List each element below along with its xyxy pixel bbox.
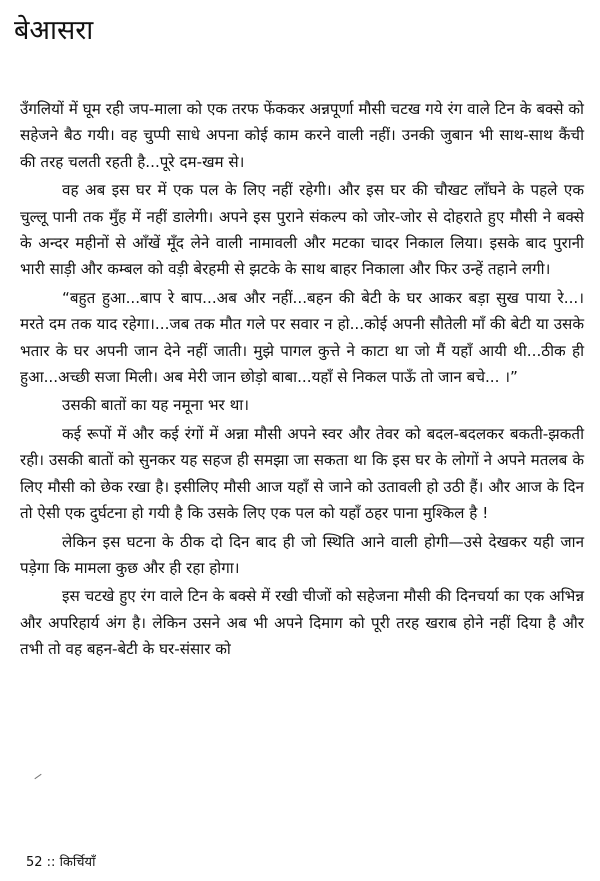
stray-pen-mark xyxy=(34,774,41,779)
paragraph-7: इस चटखे हुए रंग वाले टिन के बक्से में रखी चीजों को सहेजना मौसी की दिनचर्या का एक अभिन्न और अपरिहार्य अंग है। लेकिन उसने अब भी अपने दिमाग को पूरी तरह खराब होने नहीं दिया है और तभी तो वह बहन-बेटी के घर-संसार को xyxy=(20,587,584,659)
paragraph-5: कई रूपों में और कई रंगों में अन्ना मौसी अपने स्वर और तेवर को बदल-बदलकर बकती-झकती रही। उसकी बातों को सुनकर यह सहज ही समझा जा सकता था कि इस घर के लोगों ने अपने मतलब के लिए मौसी को छेक रखा है। इसीलिए मौसी आज यहाँ से जाने को उतावली हो उठी हैं। और आज के दिन तो ऐसी एक दुर्घटना हो गयी है कि उसके लिए एक पल को यहाँ ठहर पाना मुश्किल है ! xyxy=(20,424,584,523)
paragraph-3-quote: “बहुत हुआ...बाप रे बाप...अब और नहीं...बहन की बेटी के घर आकर बड़ा सुख पाया रे...। मरते दम तक याद रहेगा।...जब तक मौत गले पर सवार न हो...कोई अपनी सौतेली माँ की बेटी या उसके भतार के घर अपनी जान देने नहीं जाती। मुझे पागल कुत्ते ने काटा था जो मैं यहाँ आयी थी...ठीक ही हुआ...अच्छी सजा मिली। अब मेरी जान छोड़ो बाबा...यहाँ से निकल पाऊँ तो जान बचे... ।” xyxy=(20,288,584,387)
page-footer: 52 :: किर्चियाँ xyxy=(26,855,96,870)
paragraph-6: लेकिन इस घटना के ठीक दो दिन बाद ही जो स्थिति आने वाली होगी—उसे देखकर यही जान पड़ेगा कि मामला कुछ और ही रहा होगा। xyxy=(20,532,584,577)
chapter-body xyxy=(20,96,584,665)
chapter-title: बेआसरा xyxy=(14,15,94,46)
paragraph-2: वह अब इस घर में एक पल के लिए नहीं रहेगी। और इस घर की चौखट लाँघने के पहले एक चुल्लू पानी तक मुँह में नहीं डालेगी। अपने इस पुराने संकल्प को जोर-जोर से दोहराते हुए मौसी ने बक्से के अन्दर महीनों से आँखें मूँद लेने वाली नामावली और मटका चादर निकाल लिया। इसके बाद पुरानी भारी साड़ी और कम्बल को वड़ी बेरहमी से झटके के साथ बाहर निकाला और फिर उन्हें तहाने लगी। xyxy=(20,181,584,279)
paragraph-1: उँगलियों में घूम रही जप-माला को एक तरफ फेंककर अन्नपूर्णा मौसी चटख गये रंग वाले टिन के बक्से को सहेजने बैठ गयी। वह चुप्पी साधे अपना कोई काम करने वाली नहीं। उनकी जुबान भी साथ-साथ कैंची की तरह चलती रहती है...पूरे दम-खम से। xyxy=(20,100,584,171)
paragraph-4: उसकी बातों का यह नमूना भर था। xyxy=(62,396,249,415)
